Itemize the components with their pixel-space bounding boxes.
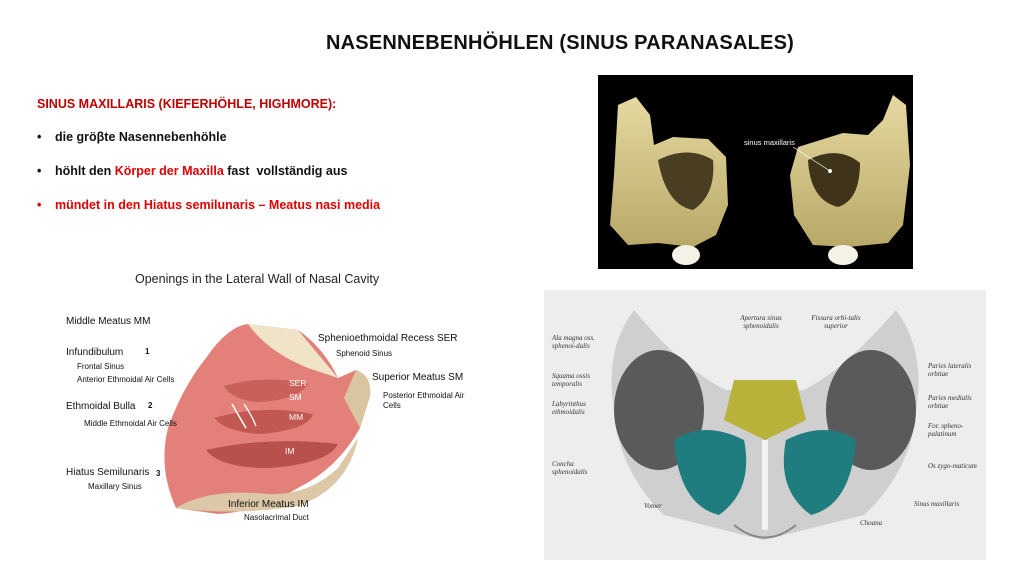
- inner-label-sm: SM: [289, 392, 302, 402]
- bullet-hiatus: [37, 198, 380, 212]
- page-title: NASENNEBENHÖHLEN (SINUS PARANASALES): [326, 32, 794, 54]
- nasal-wall-drawing: [148, 318, 406, 518]
- plate-label-concha: Concha sphenoidalis: [552, 460, 588, 476]
- maxilla-bones-illustration: [598, 75, 913, 269]
- inner-label-im: IM: [285, 446, 295, 456]
- label-maxillary-sinus: Maxillary Sinus: [88, 482, 142, 491]
- photo-label-sinus-maxillaris: sinus maxillaris: [744, 138, 795, 147]
- marker-2: 2: [148, 401, 153, 410]
- section-heading: SINUS MAXILLARIS (KIEFERHÖHLE, HIGHMORE):: [37, 97, 337, 111]
- plate-label-foramen: For. spheno-palatinum: [928, 422, 964, 438]
- plate-label-squama: Squama ossis temporalis: [552, 372, 590, 388]
- bullet-dot: •: [37, 164, 42, 178]
- bullet-text-post: fast vollständig aus: [223, 164, 348, 178]
- nasal-cavity-illustration: [148, 318, 406, 518]
- label-nasolacrimal-duct: Nasolacrimal Duct: [244, 513, 309, 522]
- label-infundibulum: Infundibulum: [66, 347, 124, 358]
- plate-label-ala-magna: Ala magna oss. sphenoi-dalis: [552, 334, 595, 350]
- plate-label-fissura: Fissura orbi-talis superior: [811, 314, 861, 330]
- bullet-dot: •: [37, 198, 42, 212]
- sinus-cross-section-plate: [544, 290, 986, 560]
- maxilla-photo: [598, 75, 913, 269]
- label-posterior-ethmoidal: Posterior Ethmoidal Air Cells: [383, 391, 465, 410]
- inner-label-mm: MM: [289, 412, 304, 422]
- marker-3: 3: [156, 469, 161, 478]
- bullet-text-highlight: Körper der Maxilla: [114, 164, 224, 178]
- bullet-maxilla-body: [37, 164, 347, 178]
- label-hiatus-semilunaris: Hiatus Semilunaris: [66, 467, 150, 478]
- label-sphenoethmoidal-recess: Sphenioethmoidal Recess SER: [318, 333, 458, 344]
- plate-label-apertura: Apertura sinus sphenoidalis: [740, 314, 782, 330]
- diagram-title: Openings in the Lateral Wall of Nasal Cavity: [135, 272, 380, 286]
- plate-label-paries-lateralis: Paries lateralis orbitae: [928, 362, 972, 378]
- label-sphenoid-sinus: Sphenoid Sinus: [336, 349, 393, 358]
- label-anterior-ethmoidal: Anterior Ethmoidal Air Cells: [77, 375, 175, 384]
- plate-label-paries-medialis: Paries medialis orbitae: [928, 394, 972, 410]
- bullet-largest-sinus: [37, 130, 227, 144]
- label-ethmoidal-bulla: Ethmoidal Bulla: [66, 401, 136, 412]
- bullet-dot: •: [37, 130, 42, 144]
- label-middle-meatus: Middle Meatus MM: [66, 316, 151, 327]
- bullet-text-pre: höhlt den: [55, 164, 115, 178]
- plate-label-sinus-maxillaris: Sinus maxillaris: [914, 500, 960, 508]
- label-inferior-meatus: Inferior Meatus IM: [228, 499, 309, 510]
- plate-label-vomer: Vomer: [644, 502, 662, 510]
- bullet-text: die gröβte Nasennebenhöhle: [55, 130, 227, 144]
- label-superior-meatus: Superior Meatus SM: [372, 372, 464, 383]
- cross-section-drawing: [544, 290, 986, 560]
- inner-label-ser: SER: [289, 378, 307, 388]
- label-middle-ethmoidal: Middle Ethmoidal Air Cells: [84, 419, 177, 428]
- plate-label-labyrinthus: Labyrinthus ethmoidalis: [552, 400, 586, 416]
- plate-label-os-zygomaticum: Os zygo-maticum: [928, 462, 977, 470]
- plate-label-choana: Choana: [860, 519, 883, 527]
- label-frontal-sinus: Frontal Sinus: [77, 362, 125, 371]
- marker-1: 1: [145, 347, 150, 356]
- bullet-text: mündet in den Hiatus semilunaris – Meatus nasi media: [55, 198, 381, 212]
